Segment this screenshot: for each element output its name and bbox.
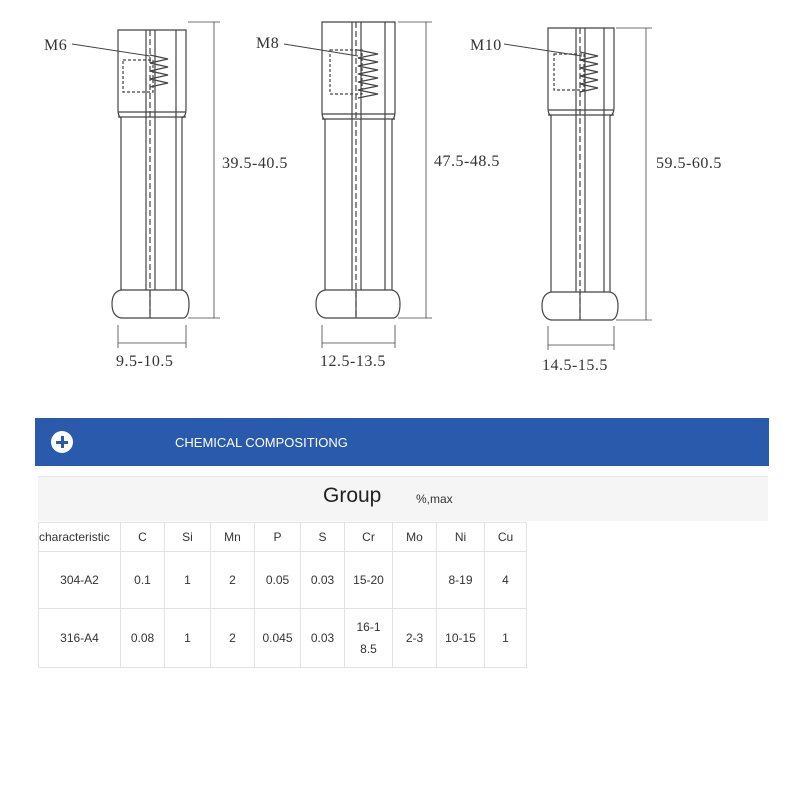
chemical-composition-table	[38, 522, 527, 668]
header-cell: C	[121, 523, 165, 552]
header-cell: P	[255, 523, 301, 552]
table-cell	[345, 609, 393, 668]
table-cell: 4	[485, 552, 527, 609]
group-header-row	[38, 476, 768, 521]
table-cell: 0.08	[121, 609, 165, 668]
cr-value: 16-18.5	[356, 620, 381, 656]
header-cell: Mo	[393, 523, 437, 552]
length-label-m8: 47.5-48.5	[434, 153, 500, 170]
anchor-drawing-m8	[284, 22, 432, 348]
section-header-bar	[35, 418, 769, 466]
plus-circle-icon[interactable]	[51, 431, 73, 453]
diameter-label-m8: 12.5-13.5	[320, 353, 386, 370]
header-cell: Si	[165, 523, 211, 552]
anchor-drawing-m10	[504, 28, 652, 350]
table-row	[39, 609, 527, 668]
table-cell: 0.03	[301, 552, 345, 609]
diameter-label-m6: 9.5-10.5	[116, 353, 174, 370]
table-cell: 2	[211, 552, 255, 609]
table-cell: 0.1	[121, 552, 165, 609]
length-label-m10: 59.5-60.5	[656, 155, 722, 172]
anchor-drawing-m6	[72, 22, 220, 348]
table-cell: 1	[165, 552, 211, 609]
table-cell: 10-15	[437, 609, 485, 668]
table-cell: 2-3	[393, 609, 437, 668]
table-cell: 1	[165, 609, 211, 668]
table-cell: 0.03	[301, 609, 345, 668]
header-cell: characteristic	[39, 523, 121, 552]
table-cell	[393, 552, 437, 609]
header-cell: Cr	[345, 523, 393, 552]
thread-label-m10: M10	[470, 37, 502, 54]
header-cell: S	[301, 523, 345, 552]
header-cell: Cu	[485, 523, 527, 552]
thread-label-m8: M8	[256, 35, 280, 52]
table-cell: 8-19	[437, 552, 485, 609]
table-cell: 2	[211, 609, 255, 668]
table-cell: 0.05	[255, 552, 301, 609]
table-row	[39, 552, 527, 609]
diameter-label-m10: 14.5-15.5	[542, 357, 608, 374]
group-unit: %,max	[416, 492, 453, 506]
table-header-row	[39, 523, 527, 552]
group-label: Group	[323, 484, 382, 507]
table-cell: 304-A2	[39, 552, 121, 609]
table-cell: 0.045	[255, 609, 301, 668]
table-cell: 15-20	[345, 552, 393, 609]
header-cell: Mn	[211, 523, 255, 552]
length-label-m6: 39.5-40.5	[222, 155, 288, 172]
table-cell: 1	[485, 609, 527, 668]
thread-label-m6: M6	[44, 37, 68, 54]
table-cell: 316-A4	[39, 609, 121, 668]
section-title: CHEMICAL COMPOSITIONG	[175, 435, 348, 450]
header-cell: Ni	[437, 523, 485, 552]
